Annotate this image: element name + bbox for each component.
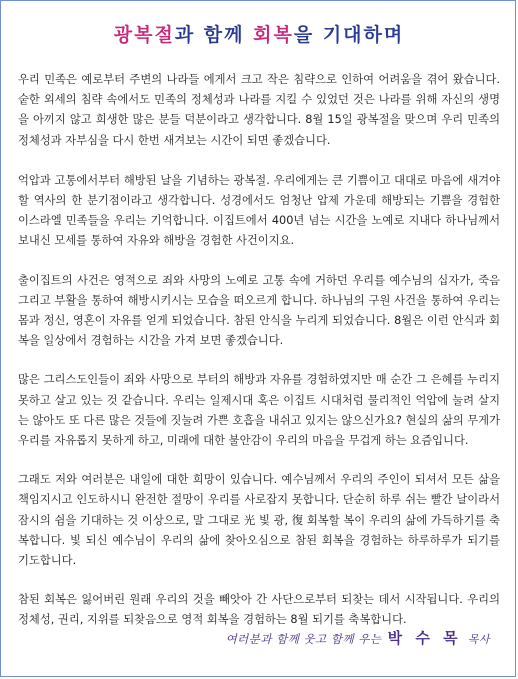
- paragraph-2: 억압과 고통에서부터 해방된 날을 기념하는 광복절. 우리에게는 큰 기쁨이고 대대로 마음에 새겨야 할 역사의 한 분기점이라고 생각합니다. 성경에서도 엄청난 압제 가운데 해방되는 기쁨을 경험한 이스라엘 민족들을 우리는 기억합니다. 이집트에서 400년 넘는 시간을 노예로 지내다 하나님께서 보내신 모세를 통하여 자유와 해방을 경험한 사건이지요.: [18, 173, 500, 248]
- signature: [226, 627, 490, 648]
- title-highlight-liberation: 광복절: [113, 24, 175, 46]
- page-title: [0, 20, 518, 47]
- signature-role: 목사: [467, 633, 490, 646]
- paragraph-1: 우리 민족은 예로부터 주변의 나라들 에게서 크고 작은 침략으로 인하여 어려움을 겪어 왔습니다. 숱한 외세의 침략 속에서도 민족의 정체성과 나라를 지킬 수 있었던 것은 나라를 위해 자신의 생명을 아끼지 않고 희생한 많은 분들 덕분이라고 생각합니다. 8월 15일 광복절을 맞으며 우리 민족의 정체성과 자부심을 다시 한번 새겨보는 시간이 되면 좋겠습니다.: [18, 73, 500, 147]
- article-body: [18, 70, 500, 650]
- signature-prefix: 여러분과 함께 웃고 함께 우는: [225, 632, 382, 646]
- signature-name: 박 수 목: [387, 629, 462, 647]
- paragraph-3: 출이집트의 사건은 영적으로 죄와 사망의 노예로 고통 속에 거하던 우리를 예수님의 십자가, 죽음 그리고 부활을 통하여 해방시키시는 모습을 떠오르게 합니다. 하나님의 구원 사건을 통하여 우리는 몸과 정신, 영혼이 자유를 얻게 되었습니다. 참된 안식을 누리게 되었습니다. 8월은 이런 안식과 회복을 일상에서 경험하는 시간을 가져 보면 좋겠습니다.: [18, 273, 500, 348]
- paragraph-6: 참된 회복은 잃어버린 원래 우리의 것을 빼앗아 간 사단으로부터 되찾는 데서 시작됩니다. 우리의 정체성, 권리, 지위를 되찾음으로 영적 회복을 경험하는 8월 되기를 축복합니다.: [18, 593, 500, 627]
- title-highlight-restoration: 회복: [253, 24, 294, 46]
- title-text-with: 과 함께: [174, 24, 254, 46]
- paragraph-4: 많은 그리스도인들이 죄와 사망으로 부터의 해방과 자유를 경험하였지만 매 순간 그 은혜를 누리지 못하고 살고 있는 것 같습니다. 우리는 일제시대 혹은 이집트 시대처럼 물리적인 억압에 눌려 살지는 않아도 또 다른 많은 것들에 짓눌려 가쁜 호흡을 내쉬고 있지는 않으신가요? 현실의 삶의 무게가 우리를 자유롭지 못하게 하고, 미래에 대한 불안감이 우리의 마음을 무겁게 하는 요즘입니다.: [18, 373, 500, 448]
- paragraph-5: 그래도 저와 여러분은 내일에 대한 희망이 있습니다. 예수님께서 우리의 주인이 되셔서 모든 삶을 책임지시고 인도하시니 완전한 절망이 우리를 사로잡지 못합니다. 단순히 하루 쉬는 빨간 날이라서 잠시의 쉼을 기대하는 것 이상으로, 말 그대로 光 빛 광, 復 회복할 복이 우리의 삶에 가득하기를 축복합니다. 빛 되신 예수님이 우리의 삶에 찾아오심으로 참된 회복을 경험하는 하루하루가 되기를 기도합니다.: [18, 473, 500, 568]
- title-text-expect: 을 기대하며: [293, 24, 405, 46]
